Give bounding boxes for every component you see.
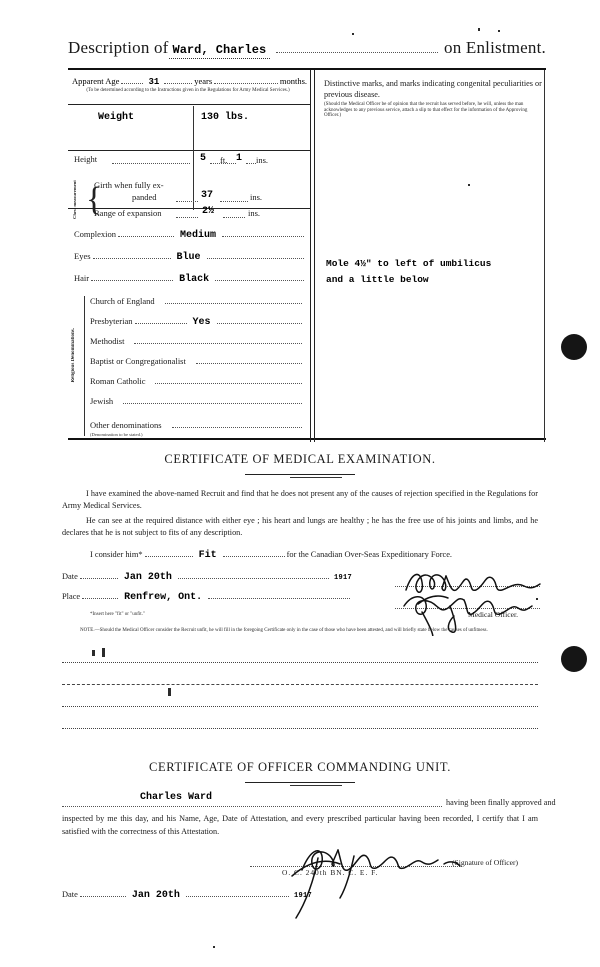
weight-value: 130 lbs.: [201, 112, 250, 123]
range-value: 2½: [202, 206, 215, 217]
document-title: [68, 38, 546, 62]
hair-value: Black: [179, 274, 210, 285]
religion-row-roman-catholic: [90, 376, 304, 387]
age-row: [68, 76, 311, 87]
eyes-dots-a: [93, 258, 171, 259]
consider-dots-b: [223, 556, 285, 557]
religion-dots: [155, 383, 302, 384]
religion-row-other: [90, 420, 304, 431]
medical-date-label: Date: [62, 572, 78, 581]
scan-speck: [478, 28, 480, 31]
religion-label: Methodist: [90, 336, 125, 346]
religion-dots: [217, 323, 302, 324]
medical-paragraph-1: I have examined the above-named Recruit and find that he does not present any of the causes of rejection specified in the Regulations for Army Medical Services.: [62, 489, 538, 510]
column-divider: [310, 70, 311, 442]
eyes-dots-b: [207, 258, 304, 259]
officer-name-rule: [62, 806, 442, 807]
particulars-left-column: [68, 70, 310, 442]
religion-dots: [172, 427, 302, 428]
range-dots-2: [223, 217, 245, 218]
officer-date-label: Date: [62, 890, 78, 899]
complexion-dots-b: [222, 236, 304, 237]
weight-block: [68, 104, 310, 212]
fitness-value: Fit: [198, 550, 217, 561]
officer-title-rule-2: [290, 785, 342, 786]
hair-label: Hair: [74, 273, 90, 283]
age-label: Apparent Age: [72, 76, 120, 86]
weight-top-rule: [68, 104, 310, 105]
height-inches-unit: ins.: [256, 155, 269, 165]
title-suffix: on Enlistment.: [444, 38, 546, 57]
blank-ruled-line: [62, 728, 538, 729]
age-dots-c: [214, 83, 278, 84]
medical-place-dots-a: [82, 598, 118, 599]
eyes-label: Eyes: [74, 251, 91, 261]
height-dots-3: [246, 163, 256, 164]
distinctive-marks-column: [318, 70, 544, 442]
hair-dots-a: [91, 280, 173, 281]
consider-prefix: I consider him: [90, 550, 139, 559]
medical-title-rule: [245, 474, 355, 475]
medical-officer-caption: Medical Officer.: [468, 610, 519, 619]
religion-label: Other denominations: [90, 420, 162, 430]
girth-label-line2: panded: [132, 192, 157, 202]
scan-speck: [102, 648, 105, 657]
age-dots-a: [121, 83, 143, 84]
fitness-footnote: *Insert here "fit" or "unfit.": [90, 612, 145, 617]
scan-speck: [352, 33, 354, 35]
scan-punch-hole: [561, 334, 587, 360]
religion-dots: [165, 303, 302, 304]
officer-certificate-tail: having been finally approved and: [446, 798, 556, 807]
eyes-row: [74, 251, 306, 263]
medical-date-value: Jan 20th: [123, 572, 172, 583]
complexion-value: Medium: [180, 230, 217, 241]
distinctive-marks-entry: [326, 256, 542, 288]
medical-place-dots-b: [208, 598, 350, 599]
medical-title-rule-2: [290, 477, 342, 478]
weight-label: Weight: [98, 112, 135, 123]
religion-vertical-label: Religious Denominations.: [71, 328, 76, 383]
title-prefix: Description of: [68, 38, 169, 57]
distinctive-marks-note: (Should the Medical Officer be of opinion that the recruit has served before, he will, unless the man acknowledges to any previous service, attach a slip to that effect for the information of the Approving Officer.): [324, 102, 528, 119]
column-divider-inner: [314, 70, 315, 442]
age-years-unit: years: [194, 76, 213, 86]
officer-date-value: Jan 20th: [131, 890, 180, 901]
religion-dots: [134, 343, 302, 344]
range-dots: [176, 217, 198, 218]
title-blank-rule: [276, 52, 438, 53]
medical-place-value: Renfrew, Ont.: [124, 592, 203, 603]
consider-dots-a: [145, 556, 193, 557]
range-unit: ins.: [248, 208, 261, 218]
medical-place-label: Place: [62, 592, 81, 601]
girth-label-line1: Girth when fully ex-: [94, 180, 164, 190]
religion-label: Jewish: [90, 396, 114, 406]
religion-label: Church of England: [90, 296, 155, 306]
commanding-officer-signature: [262, 840, 472, 920]
religion-row-presbyterian: [90, 316, 304, 328]
age-value: 31: [148, 77, 160, 87]
religion-value: Yes: [192, 317, 211, 328]
complexion-dots-a: [118, 236, 174, 237]
subject-name: Ward, Charles: [169, 43, 271, 59]
officer-date-dots-a: [80, 896, 126, 897]
religion-row-baptist: [90, 356, 304, 367]
medical-place-row: [62, 592, 352, 603]
hair-row: [74, 273, 306, 285]
religion-row-methodist: [90, 336, 304, 347]
chest-brace-icon: {: [86, 181, 103, 218]
religion-dots-pre: [135, 323, 187, 324]
weight-bottom-rule: [68, 150, 310, 151]
girth-value: 37: [201, 190, 214, 201]
height-inches-value: 1: [236, 153, 243, 164]
religion-note: (Denomination to be stated.): [90, 432, 143, 437]
distinctive-marks-entry-line2: and a little below: [326, 274, 429, 285]
scan-speck: [498, 30, 500, 32]
girth-dots: [176, 201, 198, 202]
medical-date-dots-a: [80, 578, 118, 579]
religion-label: Baptist or Congregationalist: [90, 356, 186, 366]
weight-value-divider: [193, 106, 194, 210]
scan-speck: [468, 184, 470, 186]
medical-signature-rule-1: [395, 586, 540, 587]
medical-certificate-title: CERTIFICATE OF MEDICAL EXAMINATION.: [164, 452, 436, 466]
officer-certificate-body: inspected by me this day, and his Name, Age, Date of Attestation, and every prescribed particular having been recorded, I certify that I am satisfied with the correctness of this Attestation.: [62, 814, 538, 836]
age-months-unit: months.: [279, 76, 307, 86]
scan-punch-hole: [561, 646, 587, 672]
religion-label: Roman Catholic: [90, 376, 146, 386]
scan-speck: [168, 688, 171, 696]
box-right-edge: [544, 70, 545, 442]
scan-speck: [213, 946, 215, 948]
religion-row-jewish: [90, 396, 304, 407]
officer-title-rule: [245, 782, 355, 783]
distinctive-marks-heading: Distinctive marks, and marks indicating congenital peculiarities or previous disease.: [324, 79, 542, 99]
officer-certificate-recruit-name: Charles Ward: [140, 792, 213, 803]
eyes-value: Blue: [176, 252, 201, 263]
medical-note: NOTE.—Should the Medical Officer consider the Recruit unfit, he will fill in the foregoing Certificate only in the case of those who have been attested, and will briefly state below the causes of unfitness.: [80, 628, 488, 633]
officer-unit-line: O. C. 240th BN. C. E. F.: [282, 868, 379, 877]
officer-date-row: [62, 890, 312, 901]
consider-row: [90, 550, 510, 561]
consider-suffix: for the Canadian Over-Seas Expeditionary Force.: [286, 550, 453, 559]
medical-paragraph-2: He can see at the required distance with either eye ; his heart and lungs are healthy ; he has the free use of his joints and limbs, and he declares that he is not subject to fits of any description.: [62, 516, 538, 537]
girth-dots-2: [220, 201, 248, 202]
scan-speck: [536, 598, 538, 600]
complexion-row: [74, 229, 306, 241]
complexion-label: Complexion: [74, 229, 117, 239]
chest-measurement-vertical-label: Chest measurement: [72, 180, 77, 220]
religion-dots: [196, 363, 302, 364]
blank-ruled-line: [62, 662, 538, 663]
height-dots: [112, 163, 190, 164]
height-feet-unit: ft.: [220, 155, 228, 165]
religious-denominations-block: [68, 296, 310, 442]
officer-date-year: 1917: [293, 892, 312, 900]
height-label: Height: [74, 154, 98, 164]
religion-label: Presbyterian: [90, 316, 133, 326]
officer-date-dots-b: [186, 896, 289, 897]
blank-ruled-line: [62, 684, 538, 685]
medical-date-row: [62, 572, 352, 583]
medical-signature-rule-2: [395, 608, 540, 609]
age-dots-b: [164, 83, 192, 84]
particulars-box: [68, 68, 546, 440]
officer-signature-caption: (Signature of Officer): [452, 858, 519, 867]
religion-dots: [123, 403, 302, 404]
range-label: Range of expansion: [94, 208, 162, 218]
hair-dots-b: [215, 280, 304, 281]
blank-ruled-line: [62, 706, 538, 707]
consider-asterisk: *: [138, 550, 143, 559]
officer-certificate-title: CERTIFICATE OF OFFICER COMMANDING UNIT.: [149, 760, 451, 774]
officer-signature-rule: [250, 866, 462, 867]
girth-unit: ins.: [250, 192, 263, 202]
age-instruction-note: (To be determined according to the Instructions given in the Regulations for Army Medical Services.): [86, 88, 290, 93]
distinctive-marks-entry-line1: Mole 4½" to left of umbilicus: [326, 258, 492, 269]
scan-speck: [92, 650, 95, 656]
medical-date-year: 1917: [333, 574, 352, 582]
religion-row-church-of-england: [90, 296, 304, 307]
height-feet-value: 5: [200, 153, 207, 164]
medical-date-dots-b: [178, 578, 329, 579]
